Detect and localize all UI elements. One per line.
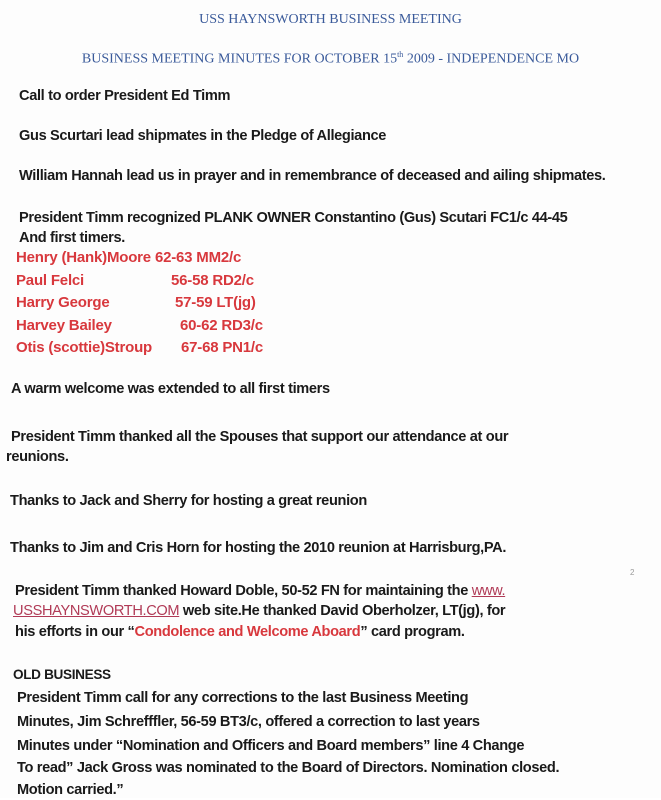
website-link-part-1[interactable]: www. — [471, 583, 506, 599]
first-timer-name: Otis (scottie)Stroup — [16, 339, 153, 356]
doble-text: web site.He thanked David Oberholzer, LT(jg), for — [179, 603, 506, 619]
first-timer-service: 57-59 LT(jg) — [175, 294, 256, 311]
first-timer-name: Harry George — [16, 294, 110, 311]
page-mark: 2 — [630, 568, 635, 577]
old-business-heading: OLD BUSINESS — [13, 667, 111, 682]
doble-line-3 — [15, 622, 465, 642]
doble-line-1 — [15, 581, 505, 601]
first-timer-name: Paul Felci — [16, 272, 85, 289]
first-timer-item — [16, 270, 254, 292]
first-timer-service: 62-63 MM2/c — [154, 249, 242, 266]
first-timer-item — [16, 315, 263, 337]
subtitle-ordinal: th — [397, 50, 404, 59]
call-to-order: Call to order President Ed Timm — [19, 88, 231, 104]
subtitle-text: BUSINESS MEETING MINUTES FOR OCTOBER 15 — [81, 51, 398, 67]
first-timer-item — [16, 292, 256, 314]
spouses-line-1: President Timm thanked all the Spouses that support our attendance at our — [11, 429, 509, 445]
old-business-line: To read” Jack Gross was nominated to the Board of Directors. Nomination closed. — [17, 760, 560, 776]
recognition-line-2: And first timers. — [19, 230, 125, 246]
quote-open: “ — [127, 624, 135, 640]
welcome-paragraph: A warm welcome was extended to all first timers — [11, 381, 330, 397]
thanks-jack-sherry: Thanks to Jack and Sherry for hosting a great reunion — [10, 493, 367, 509]
spouses-line-2: reunions. — [6, 449, 69, 465]
subtitle-text-end: 2009 - INDEPENDENCE MO — [403, 51, 580, 67]
website-link-part-2[interactable]: USSHAYNSWORTH.COM — [13, 603, 180, 619]
doble-text: card program. — [367, 624, 465, 640]
first-timer-name: Harvey Bailey — [16, 317, 112, 334]
first-timer-service: 67-68 PN1/c — [181, 339, 264, 356]
document-title: USS HAYNSWORTH BUSINESS MEETING — [199, 12, 462, 27]
card-program-name: Condolence and Welcome Aboard — [134, 624, 361, 640]
old-business-line: Minutes, Jim Schrefffler, 56-59 BT3/c, offered a correction to last years — [17, 714, 480, 730]
doble-text: his efforts in our — [15, 624, 128, 640]
first-timer-service: 56-58 RD2/c — [171, 272, 254, 289]
recognition-line-1: President Timm recognized PLANK OWNER Constantino (Gus) Scutari FC1/c 44-45 — [19, 210, 568, 226]
document-subtitle — [0, 50, 661, 68]
pledge-paragraph: Gus Scurtari lead shipmates in the Pledge of Allegiance — [19, 128, 387, 144]
thanks-jim-cris: Thanks to Jim and Cris Horn for hosting the 2010 reunion at Harrisburg,PA. — [10, 540, 507, 556]
first-timer-item — [16, 247, 241, 269]
first-timer-service: 60-62 RD3/c — [180, 317, 263, 334]
doble-text: President Timm thanked Howard Doble, 50-52 FN for maintaining the — [15, 583, 472, 599]
prayer-paragraph: William Hannah lead us in prayer and in remembrance of deceased and ailing shipmates. — [19, 168, 606, 184]
quote-close: ” — [360, 624, 368, 640]
old-business-line: Motion carried.” — [17, 782, 124, 798]
first-timer-item — [16, 337, 264, 359]
doble-line-2 — [13, 601, 505, 621]
old-business-line: Minutes under “Nomination and Officers and Board members” line 4 Change — [17, 738, 525, 754]
old-business-line: President Timm call for any corrections to the last Business Meeting — [17, 690, 469, 706]
first-timer-name: Henry (Hank)Moore — [16, 249, 151, 266]
